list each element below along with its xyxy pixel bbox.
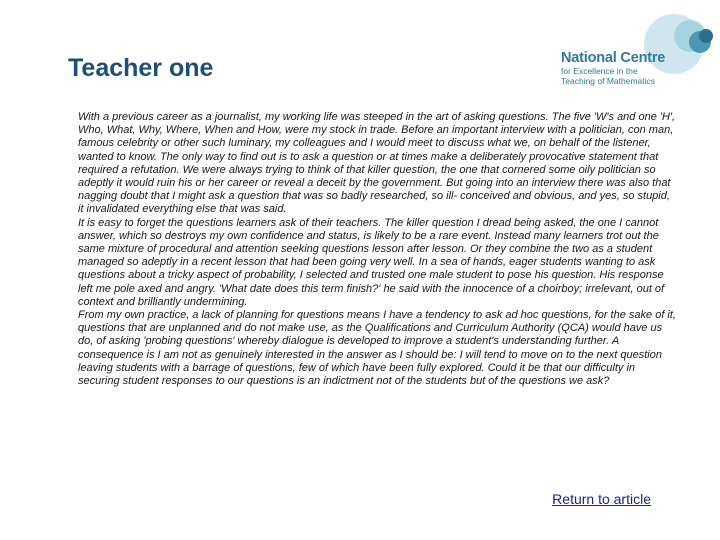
paragraph-3: From my own practice, a lack of planning for questions means I have a tendency to ask ad hoc questions, for the sake of it, questions that are unplanned and do not make use, as the Qualifications and Curriculum Authority (QCA) would have us do, of asking 'probing questions' whereby dialogue is developed to improve a student's understanding further. A consequence is I am not as genuinely interested in the answer as I should be: I will tend to move on to the next question leaving students with a barrage of questions, few of which have been fully explored. Could it be that our difficulty in securing student responses to our questions is an indictment not of the students but of the questions we ask? [78,309,676,388]
logo-tagline-1: for Excellence in the [561,66,638,76]
logo-name: National Centre [561,50,666,66]
logo-tagline-2: Teaching of Mathematics [561,76,656,86]
ncetm-logo [556,14,720,86]
page-title: Teacher one [68,54,214,82]
logo-circle-dark [699,29,713,43]
paragraph-2: It is easy to forget the questions learners ask of their teachers. The killer question I dread being asked, the one I cannot answer, which so destroys my own confidence and status, is likely to be a rare event. Instead many learners trot out the same mixture of procedural and attention seeking questions lesson after lesson. Or they combine the two as a student managed so adeptly in a recent lesson that had been going very well. In a sea of hands, eager students wanting to ask questions about a tricky aspect of probability, I selected and trusted one male student to pose his question. His response left me pole axed and angry. 'What date does this term finish?' he said with the innocence of a choirboy; irrelevant, out of context and brilliantly undermining. [78,216,665,308]
article-body [78,111,678,388]
paragraph-1: With a previous career as a journalist, my working life was steeped in the art of asking questions. The five 'W's and one 'H', Who, What, Why, Where, When and How, were my stock in trade. Before an important interview with a politician, con man, famous celebrity or other such luminary, my colleagues and I would meet to discuss what we, on behalf of the listener, wanted to know. The only way to find out is to ask a question or at times make a deliberately provocative statement that required a refutation. We were always trying to think of that killer question, the one that cornered some oily politician so adeptly it would ruin his or her career or reveal a deceit by the government. But going into an interview there was also that nagging doubt that I might ask a question that was so badly researched, so ill- conceived and obvious, and yes, so stupid, it invalidated everything else that was said. [78,111,676,216]
logo-text [561,50,665,86]
return-to-article-link[interactable]: Return to article [552,491,651,507]
